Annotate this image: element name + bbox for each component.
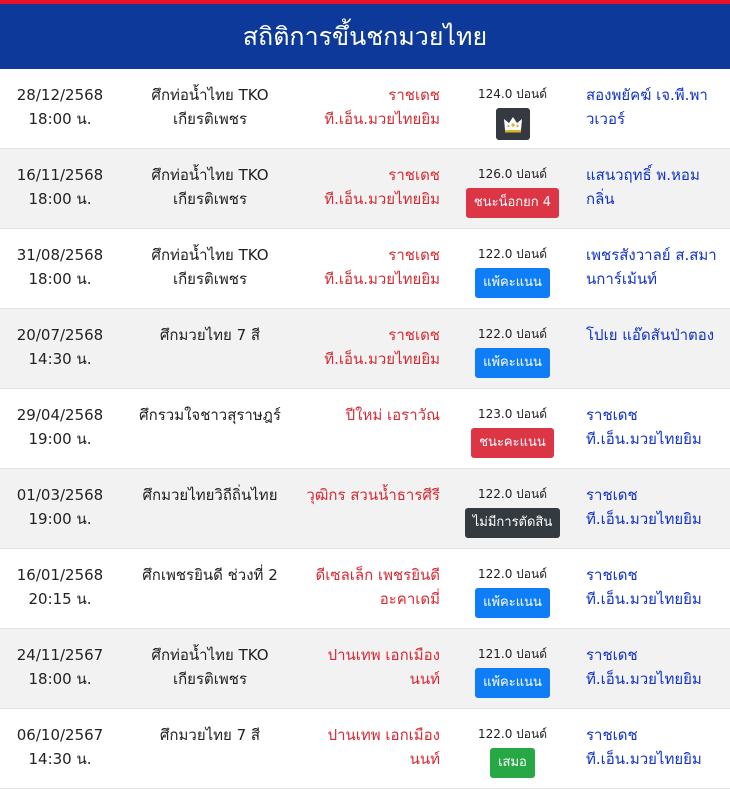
event-name-line1: ศึกท่อน้ำไทย TKO [151, 86, 269, 104]
red-corner-cell[interactable] [240, 723, 440, 771]
weight-label: 122.0 ปอนด์ [478, 247, 547, 261]
result-slot [450, 742, 575, 778]
fight-date: 06/10/2567 [16, 726, 104, 744]
result-slot [450, 262, 575, 298]
fight-row [0, 709, 730, 789]
red-fighter-line2[interactable]: นนท์ [409, 670, 440, 688]
page-title: สถิติการขึ้นชกมวยไทย [242, 21, 488, 51]
weight-label: 122.0 ปอนด์ [478, 567, 547, 581]
fight-row [0, 309, 730, 389]
result-badge: ไม่มีการตัดสิน [465, 508, 561, 538]
weight-label: 123.0 ปอนด์ [478, 407, 547, 421]
fight-row [0, 69, 730, 149]
result-cell [450, 243, 575, 298]
fight-date: 29/04/2568 [16, 406, 104, 424]
red-corner-cell[interactable] [240, 243, 440, 291]
blue-fighter-line1[interactable]: เพชรสังวาลย์ ส.สมา [586, 246, 717, 264]
blue-corner-cell[interactable] [586, 243, 721, 291]
event-name-line1: ศึกมวยไทย 7 สี [159, 326, 261, 344]
blue-fighter-line2[interactable]: ที.เอ็น.มวยไทยยิม [586, 750, 702, 768]
fight-row [0, 469, 730, 549]
weight-label: 126.0 ปอนด์ [478, 167, 547, 181]
red-fighter-line2[interactable]: ที.เอ็น.มวยไทยยิม [324, 270, 440, 288]
champion-crown-icon [496, 108, 530, 140]
result-badge: เสมอ [490, 748, 535, 778]
red-fighter-line1[interactable]: ปานเทพ เอกเมือง [327, 726, 440, 744]
red-fighter-line1[interactable]: ราชเดช [388, 326, 440, 344]
result-slot [450, 182, 575, 218]
red-fighter-line1[interactable]: ราชเดช [388, 166, 440, 184]
fight-date-cell [0, 483, 120, 531]
blue-fighter-line2[interactable]: กลิ่น [586, 190, 615, 208]
blue-fighter-line2[interactable]: ที.เอ็น.มวยไทยยิม [586, 670, 702, 688]
blue-fighter-line1[interactable]: ราชเดช [586, 406, 638, 424]
fight-time: 14:30 น. [28, 350, 92, 368]
blue-corner-cell[interactable] [586, 483, 721, 531]
fight-time: 20:15 น. [28, 590, 92, 608]
red-fighter-line1[interactable]: ปีใหม่ เอราวัณ [345, 406, 440, 424]
fight-date-cell [0, 643, 120, 691]
fight-date: 31/08/2568 [16, 246, 104, 264]
fight-date: 24/11/2567 [16, 646, 104, 664]
fight-date-cell [0, 243, 120, 291]
result-slot [450, 582, 575, 618]
event-name-line1: ศึกท่อน้ำไทย TKO [151, 166, 269, 184]
result-slot [450, 662, 575, 698]
blue-corner-cell[interactable] [586, 83, 721, 131]
result-badge: ชนะคะแนน [471, 428, 554, 458]
fight-date-cell [0, 403, 120, 451]
event-name-line2: เกียรติเพชร [172, 670, 248, 688]
blue-fighter-line2[interactable]: นการ์เม้นท์ [586, 270, 657, 288]
result-slot [450, 342, 575, 378]
fight-time: 18:00 น. [28, 670, 92, 688]
fight-date-cell [0, 323, 120, 371]
fight-time: 19:00 น. [28, 510, 92, 528]
red-corner-cell[interactable] [240, 643, 440, 691]
result-badge: แพ้คะแนน [475, 588, 550, 618]
red-fighter-line2[interactable]: ที.เอ็น.มวยไทยยิม [324, 110, 440, 128]
event-name-line2: เกียรติเพชร [172, 190, 248, 208]
fight-date: 20/07/2568 [16, 326, 104, 344]
red-fighter-line1[interactable]: ปานเทพ เอกเมือง [327, 646, 440, 664]
blue-fighter-line2[interactable]: ที.เอ็น.มวยไทยยิม [586, 510, 702, 528]
result-cell [450, 403, 575, 458]
blue-fighter-line1[interactable]: สองพยัคฆ์ เจ.พี.พา [586, 86, 708, 104]
fight-row [0, 549, 730, 629]
fight-date-cell [0, 83, 120, 131]
weight-label: 121.0 ปอนด์ [478, 647, 547, 661]
fight-time: 14:30 น. [28, 750, 92, 768]
fight-time: 18:00 น. [28, 270, 92, 288]
fight-date: 16/11/2568 [16, 166, 104, 184]
blue-fighter-line2[interactable]: ที.เอ็น.มวยไทยยิม [586, 430, 702, 448]
result-cell [450, 83, 575, 147]
red-fighter-line2[interactable]: ที.เอ็น.มวยไทยยิม [324, 350, 440, 368]
blue-corner-cell[interactable] [586, 323, 721, 347]
fight-row [0, 389, 730, 469]
red-fighter-line2[interactable]: ที.เอ็น.มวยไทยยิม [324, 190, 440, 208]
event-name-line1: ศึกเพชรยินดี ช่วงที่ 2 [142, 566, 278, 584]
result-cell [450, 563, 575, 618]
result-cell [450, 643, 575, 698]
fight-time: 18:00 น. [28, 110, 92, 128]
fight-row [0, 149, 730, 229]
red-corner-cell[interactable] [240, 323, 440, 371]
page-header [0, 4, 730, 69]
result-slot [450, 102, 575, 147]
fight-row [0, 229, 730, 309]
event-name-line1: ศึกมวยไทยวิถีถิ่นไทย [142, 486, 278, 504]
event-name-line2: เกียรติเพชร [172, 270, 248, 288]
fight-date: 28/12/2568 [16, 86, 104, 104]
weight-label: 122.0 ปอนด์ [478, 727, 547, 741]
event-name-line1: ศึกรวมใจชาวสุราษฎร์ [139, 406, 281, 424]
blue-fighter-line1[interactable]: ราชเดช [586, 566, 638, 584]
fight-date-cell [0, 723, 120, 771]
event-name-line2: เกียรติเพชร [172, 110, 248, 128]
blue-fighter-line1[interactable]: แสนวฤทธิ์ พ.หอม [586, 166, 700, 184]
red-corner-cell[interactable] [240, 83, 440, 131]
red-fighter-line2[interactable]: อะคาเดมี่ [379, 590, 440, 608]
red-fighter-line1[interactable]: ราชเดช [388, 86, 440, 104]
result-cell [450, 323, 575, 378]
red-fighter-line1[interactable]: ราชเดช [388, 246, 440, 264]
blue-fighter-line1[interactable]: ราชเดช [586, 646, 638, 664]
red-corner-cell[interactable] [240, 163, 440, 211]
fight-record-table [0, 69, 730, 789]
red-fighter-line2[interactable]: นนท์ [409, 750, 440, 768]
fight-date-cell [0, 163, 120, 211]
fight-time: 19:00 น. [28, 430, 92, 448]
result-cell [450, 723, 575, 778]
blue-corner-cell[interactable] [586, 403, 721, 451]
blue-fighter-line2[interactable]: ที.เอ็น.มวยไทยยิม [586, 590, 702, 608]
fight-date-cell [0, 563, 120, 611]
red-corner-cell[interactable] [240, 403, 440, 427]
fight-date: 01/03/2568 [16, 486, 104, 504]
result-cell [450, 163, 575, 218]
red-corner-cell[interactable] [240, 563, 440, 611]
result-slot [450, 502, 575, 538]
blue-corner-cell[interactable] [586, 643, 721, 691]
red-fighter-line1[interactable]: วุฒิกร สวนน้ำธารศีรี [306, 486, 440, 504]
result-badge: แพ้คะแนน [475, 348, 550, 378]
event-name-line1: ศึกท่อน้ำไทย TKO [151, 646, 269, 664]
result-badge: แพ้คะแนน [475, 268, 550, 298]
fight-row [0, 629, 730, 709]
blue-fighter-line1[interactable]: ราชเดช [586, 726, 638, 744]
result-badge: แพ้คะแนน [475, 668, 550, 698]
event-name-line1: ศึกท่อน้ำไทย TKO [151, 246, 269, 264]
blue-fighter-line1[interactable]: ราชเดช [586, 486, 638, 504]
fight-time: 18:00 น. [28, 190, 92, 208]
weight-label: 122.0 ปอนด์ [478, 327, 547, 341]
red-fighter-line1[interactable]: ดีเซลเล็ก เพชรยินดี [315, 566, 440, 584]
red-corner-cell[interactable] [240, 483, 440, 507]
blue-corner-cell[interactable] [586, 723, 721, 771]
blue-fighter-line1[interactable]: โปเย แอ๊ดสันป่าตอง [586, 326, 715, 344]
blue-corner-cell[interactable] [586, 163, 721, 211]
weight-label: 124.0 ปอนด์ [478, 87, 547, 101]
result-slot [450, 422, 575, 458]
blue-corner-cell[interactable] [586, 563, 721, 611]
weight-label: 122.0 ปอนด์ [478, 487, 547, 501]
event-name-line1: ศึกมวยไทย 7 สี [159, 726, 261, 744]
fight-date: 16/01/2568 [16, 566, 104, 584]
result-cell [450, 483, 575, 538]
result-badge: ชนะน็อกยก 4 [466, 188, 559, 218]
blue-fighter-line2[interactable]: วเวอร์ [586, 110, 626, 128]
